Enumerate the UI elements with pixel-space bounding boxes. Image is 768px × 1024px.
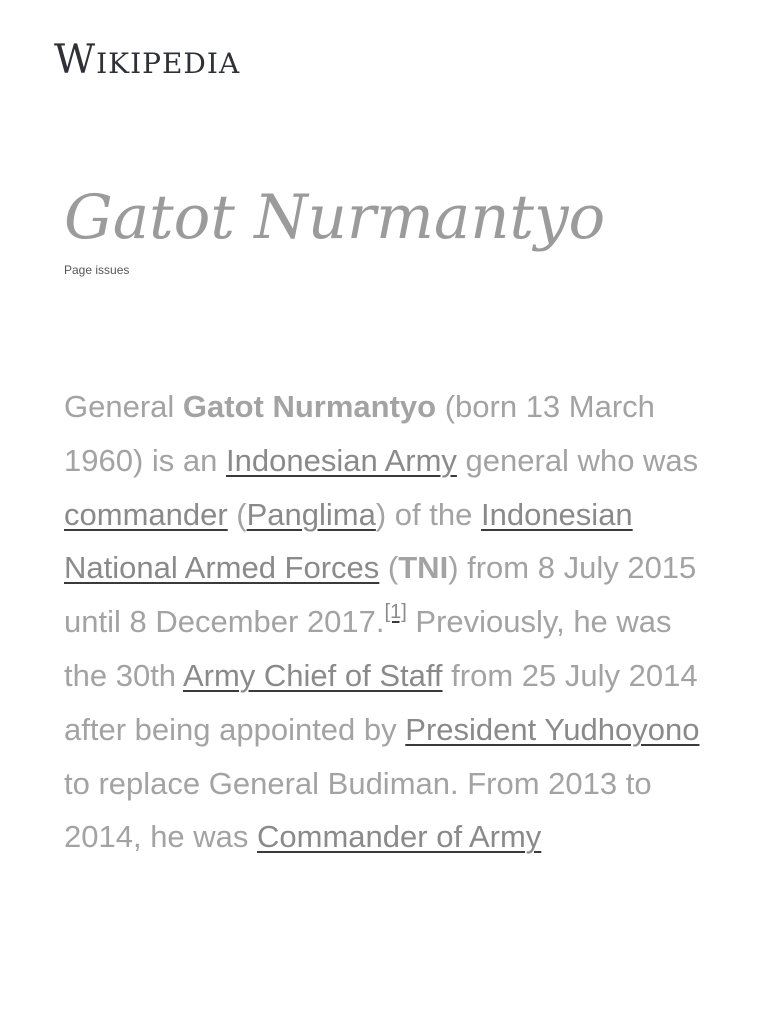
tni-abbreviation-bold: TNI: [398, 550, 449, 586]
article-text: general who was: [456, 442, 699, 478]
link-commander[interactable]: commander: [64, 496, 228, 532]
subject-name-bold: Gatot Nurmantyo: [182, 389, 437, 424]
link-army-chief-of-staff[interactable]: Army Chief of Staff: [182, 657, 443, 693]
reference-link-1[interactable]: [1]: [384, 601, 407, 624]
article-text: (: [379, 550, 399, 586]
article-text: to replace General Budiman. From 2013 to 2014, he was: [64, 765, 652, 855]
link-indonesian-army[interactable]: Indonesian Army: [226, 442, 457, 478]
article-text: General: [64, 389, 183, 424]
article-text: ) of the: [375, 496, 481, 532]
link-president-yudhoyono[interactable]: President Yudhoyono: [405, 711, 700, 747]
link-panglima[interactable]: Panglima: [246, 496, 376, 532]
wikipedia-logo[interactable]: Wikipedia: [54, 37, 241, 83]
article-text: (born 13 March 1960) is an: [64, 389, 655, 478]
article-text: ) from 8 July 2015 until 8 December 2017.: [64, 550, 697, 640]
article-intro-paragraph: [64, 380, 704, 864]
article-text: Previously, he was the 30th: [64, 604, 672, 693]
page-issues-link[interactable]: Page issues: [64, 263, 130, 277]
page-title: Gatot Nurmantyo: [64, 182, 606, 253]
article-text: from 25 July 2014 after being appointed by: [64, 657, 698, 747]
link-commander-of-army[interactable]: Commander of Army: [257, 819, 542, 855]
reference-superscript: [385, 601, 407, 623]
article-text: (: [227, 496, 247, 532]
link-indonesian-national-armed-forces[interactable]: Indonesian National Armed Forces: [64, 496, 633, 586]
